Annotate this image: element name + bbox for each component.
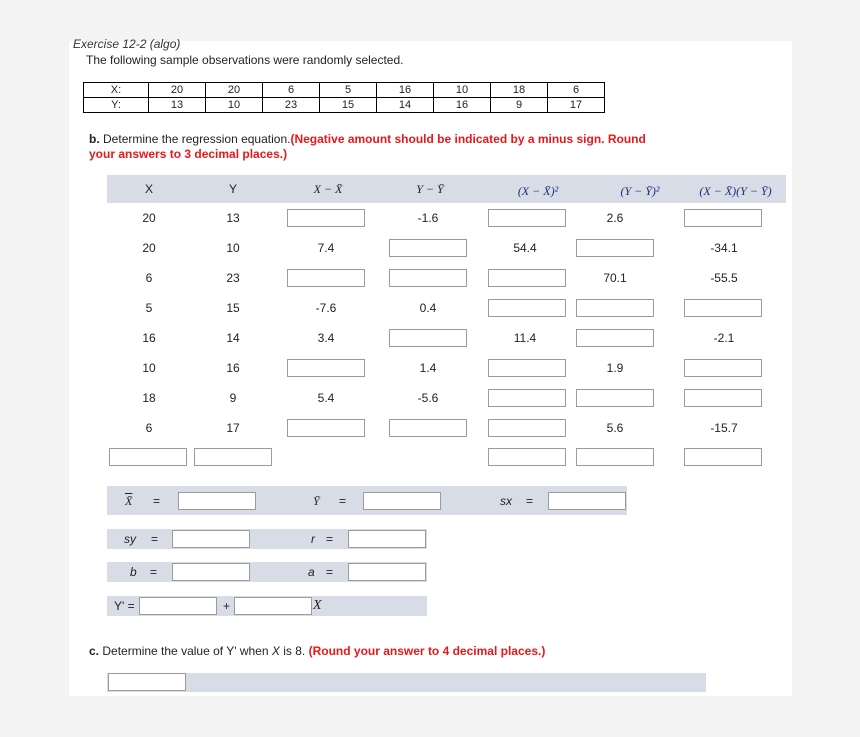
x-deviation-squared-input[interactable] [488,209,566,227]
y-value-cell: 16 [226,361,240,375]
header-cross-product-text: (X − X̄)(Y − Ȳ) [699,184,772,198]
observations-table [83,82,605,113]
part-b-instruction-2: your answers to 3 decimal places.) [89,147,288,161]
part-c-band [107,673,706,692]
part-b-text: Determine the regression equation. [103,132,291,146]
cross-product-cell: -15.7 [710,421,738,435]
x-deviation-input[interactable] [287,209,365,227]
part-b-prompt [89,132,646,162]
x-value-cell: 20 [142,211,156,225]
y-value-cell: 23 [226,271,240,285]
part-c-letter: c. [89,644,100,658]
sum-x-input[interactable] [109,448,187,466]
y-deviation-squared-cell: 70.1 [603,271,627,285]
x-deviation-squared-input[interactable] [488,419,566,437]
obs-y-cell: 23 [263,98,320,113]
sx-label: sx [500,494,512,508]
y-value-cell: 15 [226,301,240,315]
header-y-deviation-squared [585,175,695,203]
intercept-input[interactable] [139,597,217,615]
header-x-deviation: X − X̄ [313,182,343,196]
x-deviation-cell: -7.6 [315,301,337,315]
obs-x-cell: 6 [548,83,605,98]
x-deviation-input[interactable] [287,359,365,377]
y-deviation-squared-cell: 2.6 [606,211,624,225]
sum-x-deviation-squared-input[interactable] [488,448,566,466]
cross-product-input[interactable] [684,209,762,227]
x-value-cell: 5 [145,301,153,315]
y-value-cell: 9 [229,391,237,405]
header-x: X [144,182,153,196]
x-value-cell: 20 [142,241,156,255]
x-deviation-cell: 3.4 [317,331,335,345]
y-deviation-input[interactable] [389,269,467,287]
y-deviation-squared-cell: 5.6 [606,421,624,435]
obs-y-cell: 16 [434,98,491,113]
y-deviation-squared-cell: 1.9 [606,361,624,375]
sum-y-deviation-squared-input[interactable] [576,448,654,466]
y-deviation-squared-input[interactable] [576,239,654,257]
sx-input[interactable] [548,492,626,510]
x-value-cell: 16 [142,331,156,345]
x-value-cell: 18 [142,391,156,405]
y-deviation-cell: -5.6 [417,391,439,405]
y-value-cell: 10 [226,241,240,255]
y-row-label: Y: [84,98,149,113]
b-equals: = [150,565,158,579]
obs-x-cell: 10 [434,83,491,98]
xbar-label: X̄ [125,494,133,508]
cross-product-cell: -34.1 [710,241,738,255]
sy-equals: = [151,532,159,546]
obs-x-cell: 5 [320,83,377,98]
cross-product-cell: -2.1 [713,331,735,345]
header-y: Y [228,182,237,196]
part-c-instruction: (Round your answer to 4 decimal places.) [308,644,546,658]
xbar-equals: = [153,494,161,508]
y-deviation-cell: -1.6 [417,211,439,225]
worksheet-header [107,175,786,203]
r-input[interactable] [348,530,426,548]
part-c-prompt [89,644,545,658]
x-value-cell: 6 [145,271,153,285]
cross-product-cell: -55.5 [710,271,738,285]
slope-input[interactable] [234,597,312,615]
cross-product-input[interactable] [684,299,762,317]
x-row [84,83,605,98]
intro-text: The following sample observations were randomly selected. [86,53,404,67]
x-row-label: X: [84,83,149,98]
y-deviation-squared-input[interactable] [576,329,654,347]
x-deviation-squared-cell: 54.4 [513,241,537,255]
b-label: b [130,565,137,579]
x-deviation-squared-input[interactable] [488,299,566,317]
x-deviation-squared-input[interactable] [488,359,566,377]
y-deviation-cell: 1.4 [419,361,437,375]
a-input[interactable] [348,563,426,581]
a-equals: = [326,565,334,579]
y-deviation-cell: 0.4 [419,301,437,315]
x-deviation-squared-cell: 11.4 [513,331,537,345]
sum-y-input[interactable] [194,448,272,466]
xbar-input[interactable] [178,492,256,510]
header-x-deviation-squared-text: (X − X̄)² [517,184,559,198]
part-c-text-before: Determine the value of Y' when [102,644,269,658]
y-deviation-input[interactable] [389,239,467,257]
x-value-cell: 10 [142,361,156,375]
header-cross-product [685,175,786,203]
y-row [84,98,605,113]
x-deviation-input[interactable] [287,269,365,287]
obs-y-cell: 17 [548,98,605,113]
sum-cross-product-input[interactable] [684,448,762,466]
sy-label: sy [124,532,136,546]
part-c-answer-input[interactable] [108,673,186,691]
obs-x-cell: 20 [149,83,206,98]
ybar-label: Ȳ [313,494,320,508]
x-deviation-cell: 5.4 [317,391,335,405]
cross-product-input[interactable] [684,389,762,407]
sy-input[interactable] [172,530,250,548]
a-label: a [308,565,315,579]
part-c-x: X [271,644,280,658]
obs-y-cell: 14 [377,98,434,113]
obs-y-cell: 13 [149,98,206,113]
y-value-cell: 13 [226,211,240,225]
obs-y-cell: 15 [320,98,377,113]
x-variable: X [313,598,322,613]
obs-x-cell: 6 [263,83,320,98]
y-deviation-squared-input[interactable] [576,389,654,407]
cross-product-input[interactable] [684,359,762,377]
part-b-letter: b. [89,132,100,146]
obs-x-cell: 16 [377,83,434,98]
exercise-title: Exercise 12-2 (algo) [73,37,181,51]
x-deviation-squared-input[interactable] [488,269,566,287]
x-deviation-squared-input[interactable] [488,389,566,407]
plus-sign: + [223,599,231,613]
r-equals: = [326,532,334,546]
header-y-deviation-squared-text: (Y − Ȳ)² [620,184,660,198]
header-x-deviation-squared [483,175,593,203]
x-deviation-cell: 7.4 [317,241,335,255]
part-b-instruction-1: (Negative amount should be indicated by a minus sign. Round [290,132,646,146]
yprime-label: Y' = [114,599,135,613]
y-deviation-squared-input[interactable] [576,299,654,317]
obs-y-cell: 9 [491,98,548,113]
obs-x-cell: 18 [491,83,548,98]
y-value-cell: 17 [226,421,240,435]
sx-equals: = [526,494,534,508]
ybar-input[interactable] [363,492,441,510]
obs-x-cell: 20 [206,83,263,98]
y-value-cell: 14 [226,331,240,345]
y-deviation-input[interactable] [389,329,467,347]
r-label: r [311,532,315,546]
obs-y-cell: 10 [206,98,263,113]
x-value-cell: 6 [145,421,153,435]
y-deviation-input[interactable] [389,419,467,437]
exercise-sheet [69,37,792,696]
x-deviation-input[interactable] [287,419,365,437]
b-input[interactable] [172,563,250,581]
header-y-deviation: Y − Ȳ [416,182,444,196]
part-c-text-after: is 8. [283,644,306,658]
ybar-equals: = [339,494,347,508]
